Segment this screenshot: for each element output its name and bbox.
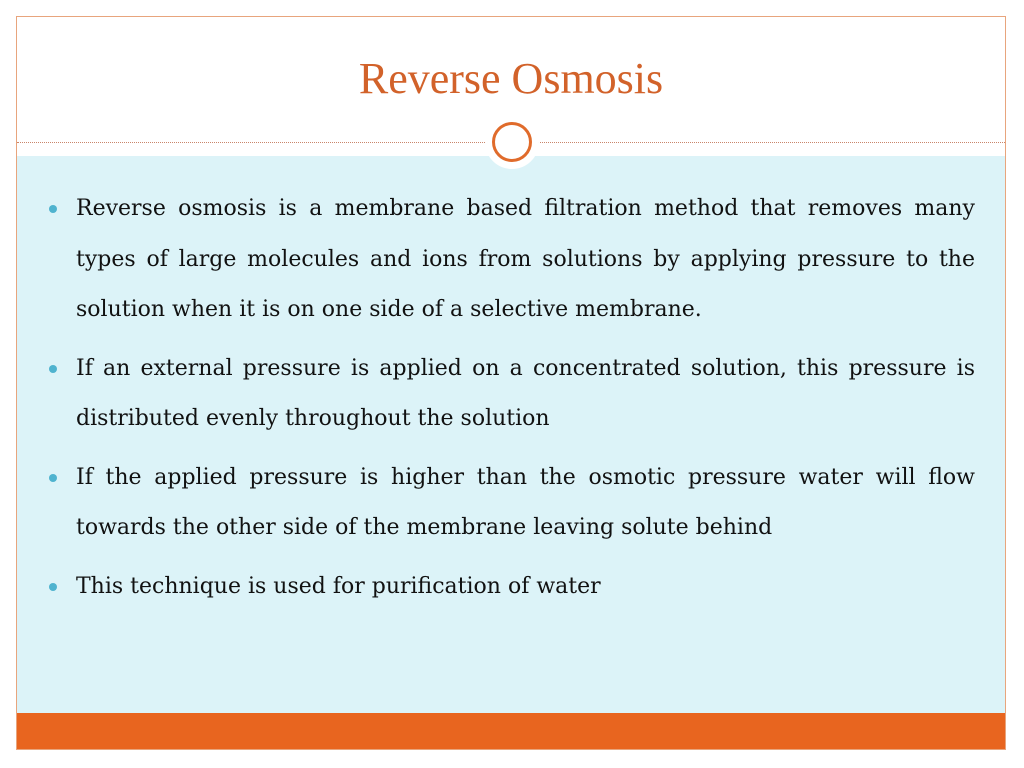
bullet-text: This technique is used for purification of water bbox=[76, 573, 601, 599]
bullet-item bbox=[47, 562, 975, 613]
bullet-dot-icon bbox=[49, 205, 57, 213]
bullet-dot-icon bbox=[49, 365, 57, 373]
bullet-item bbox=[47, 453, 975, 554]
slide bbox=[16, 16, 1006, 750]
bullet-item bbox=[47, 184, 975, 336]
bullet-list bbox=[47, 184, 975, 620]
bullet-dot-icon bbox=[49, 474, 57, 482]
bullet-dot-icon bbox=[49, 583, 57, 591]
bullet-item bbox=[47, 344, 975, 445]
slide-content bbox=[17, 156, 1005, 713]
slide-title: Reverse Osmosis bbox=[358, 54, 664, 103]
bullet-text: If an external pressure is applied on a concentrated solution, this pressure is distributed evenly throughout the solution bbox=[76, 355, 975, 431]
ornament-ring bbox=[492, 122, 532, 162]
footer-accent-bar bbox=[17, 713, 1005, 749]
bullet-text: Reverse osmosis is a membrane based filtration method that removes many types of large molecules and ions from solutions by applying pressure to the solution when it is on one side of a selective membrane. bbox=[76, 196, 975, 322]
bullet-text: If the applied pressure is higher than the osmotic pressure water will flow towards the other side of the membrane leaving solute behind bbox=[76, 464, 975, 540]
circle-ornament-icon bbox=[485, 115, 539, 169]
